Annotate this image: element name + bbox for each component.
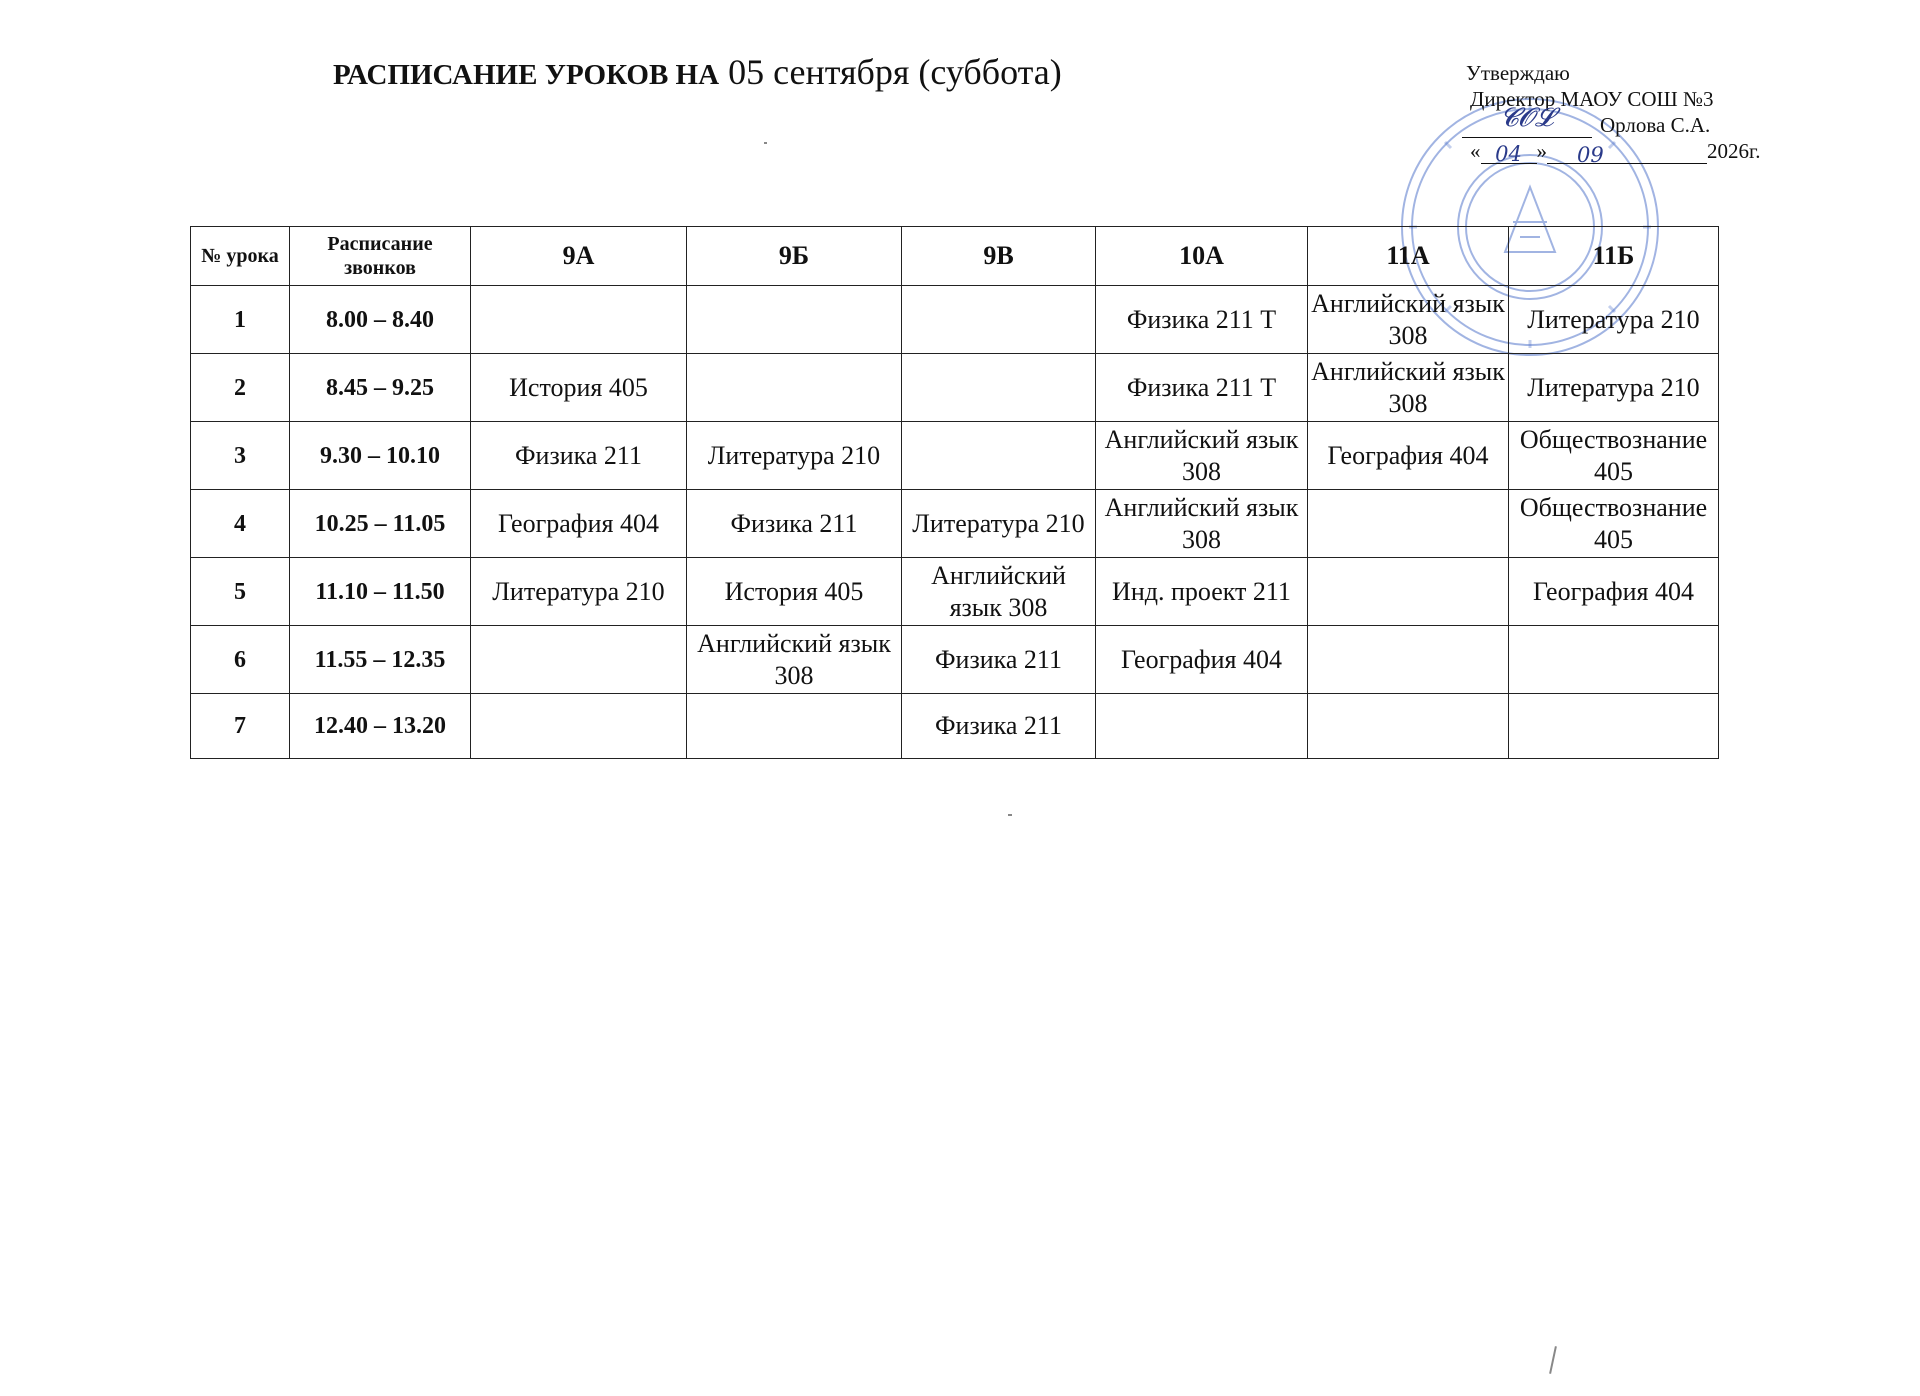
header-lesson-number: № урока [191, 227, 290, 286]
lesson-cell: История 405 [687, 558, 902, 626]
lesson-cell: Обществознание 405 [1509, 422, 1719, 490]
table-row [191, 558, 1719, 626]
schedule-table [190, 226, 1719, 759]
approval-date-row [1462, 138, 1762, 167]
lesson-cell [1509, 626, 1719, 694]
lesson-cell: Литература 210 [902, 490, 1096, 558]
date-quote-open: « [1470, 139, 1481, 163]
lesson-number: 5 [191, 558, 290, 626]
lesson-number: 3 [191, 422, 290, 490]
lesson-cell [1308, 490, 1509, 558]
lesson-cell [1308, 694, 1509, 759]
table-row [191, 354, 1719, 422]
bell-time: 11.55 – 12.35 [290, 626, 471, 694]
header-class-9v: 9В [902, 227, 1096, 286]
signature-line [1462, 103, 1592, 138]
lesson-cell: Английский язык 308 [902, 558, 1096, 626]
lesson-cell [471, 286, 687, 354]
bell-time: 8.00 – 8.40 [290, 286, 471, 354]
header-class-10a: 10А [1096, 227, 1308, 286]
scan-speck [764, 142, 767, 144]
lesson-cell [1096, 694, 1308, 759]
scan-speck [1549, 1346, 1557, 1374]
lesson-cell: География 404 [1096, 626, 1308, 694]
lesson-cell [1308, 558, 1509, 626]
director-name: Орлова С.А. [1600, 113, 1711, 137]
lesson-cell: Инд. проект 211 [1096, 558, 1308, 626]
approval-month: 09 [1547, 142, 1707, 164]
page-title [333, 50, 1062, 97]
lesson-cell: Физика 211 Т [1096, 286, 1308, 354]
lesson-cell [1308, 626, 1509, 694]
lesson-cell [471, 694, 687, 759]
header-class-9a: 9А [471, 227, 687, 286]
bell-time: 8.45 – 9.25 [290, 354, 471, 422]
table-row [191, 286, 1719, 354]
header-class-11b: 11Б [1509, 227, 1719, 286]
lesson-cell [687, 286, 902, 354]
table-row [191, 490, 1719, 558]
title-bold-part: РАСПИСАНИЕ УРОКОВ НА [333, 59, 720, 91]
lesson-cell: Английский язык 308 [1308, 286, 1509, 354]
bell-time: 9.30 – 10.10 [290, 422, 471, 490]
lesson-cell: Литература 210 [1509, 354, 1719, 422]
approval-heading: Утверждаю [1466, 61, 1570, 85]
lesson-cell: Физика 211 [687, 490, 902, 558]
handwritten-signature-icon: 𝓒𝓞𝓛 [1500, 103, 1554, 133]
approval-block [1462, 60, 1762, 167]
lesson-cell: Английский язык 308 [1308, 354, 1509, 422]
title-date-part: 05 сентября (суббота) [728, 52, 1062, 92]
lesson-cell: География 404 [1509, 558, 1719, 626]
lesson-cell: История 405 [471, 354, 687, 422]
date-quote-close: » [1536, 139, 1547, 163]
lesson-cell: Физика 211 [902, 626, 1096, 694]
lesson-number: 4 [191, 490, 290, 558]
lesson-number: 2 [191, 354, 290, 422]
lesson-cell: Обществознание 405 [1509, 490, 1719, 558]
bell-time: 12.40 – 13.20 [290, 694, 471, 759]
lesson-cell: Литература 210 [1509, 286, 1719, 354]
table-row [191, 422, 1719, 490]
lesson-cell: География 404 [1308, 422, 1509, 490]
lesson-cell: Физика 211 [471, 422, 687, 490]
approval-signature-row [1462, 103, 1762, 138]
lesson-cell: Литература 210 [471, 558, 687, 626]
scan-speck [1008, 814, 1012, 816]
lesson-cell [902, 286, 1096, 354]
lesson-cell [687, 694, 902, 759]
lesson-number: 6 [191, 626, 290, 694]
header-class-9b: 9Б [687, 227, 902, 286]
lesson-cell [902, 422, 1096, 490]
lesson-cell: Английский язык 308 [1096, 490, 1308, 558]
lesson-cell: Английский язык 308 [687, 626, 902, 694]
table-row [191, 626, 1719, 694]
bell-time: 11.10 – 11.50 [290, 558, 471, 626]
lesson-cell: Литература 210 [687, 422, 902, 490]
lesson-cell: Физика 211 Т [1096, 354, 1308, 422]
approval-position: Директор МАОУ СОШ №3 [1470, 87, 1714, 111]
header-class-11a: 11А [1308, 227, 1509, 286]
lesson-cell [1509, 694, 1719, 759]
lesson-cell: Английский язык 308 [1096, 422, 1308, 490]
bell-time: 10.25 – 11.05 [290, 490, 471, 558]
lesson-cell [471, 626, 687, 694]
lesson-cell [687, 354, 902, 422]
table-header-row [191, 227, 1719, 286]
lesson-cell [902, 354, 1096, 422]
lesson-cell: География 404 [471, 490, 687, 558]
lesson-number: 1 [191, 286, 290, 354]
header-bell-schedule: Расписание звонков [290, 227, 471, 286]
lesson-cell: Физика 211 [902, 694, 1096, 759]
table-row [191, 694, 1719, 759]
lesson-number: 7 [191, 694, 290, 759]
approval-day: 04 [1481, 141, 1537, 164]
approval-year: 2026г. [1707, 139, 1761, 163]
